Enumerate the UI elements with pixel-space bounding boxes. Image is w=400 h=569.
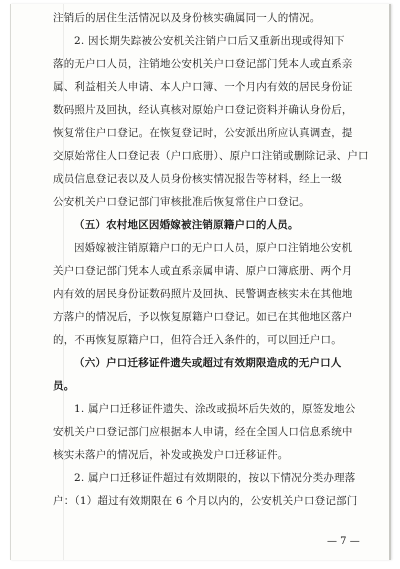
paragraph-line: 落的无户口人员，注销地公安机关户口登记部门凭本人或直系亲: [53, 58, 353, 70]
paragraph-line: 内有效的居民身份证数码照片及回执、民警调查核实未在其他地: [53, 288, 353, 300]
paragraph-line: 恢复常住户口登记。在恢复登记时，公安派出所应认真调查，提: [53, 127, 353, 139]
paragraph-line: 因婚嫁被注销原籍户口的无户口人员，原户口注销地公安机: [74, 242, 353, 254]
paragraph-line: 成员信息登记表以及人员身份核实情况报告等材料，经上一级: [53, 173, 342, 185]
document-page: [10, 4, 391, 560]
paragraph-line: 核实未落户的情况后，补发或换发户口迁移证件。: [53, 449, 289, 461]
paragraph-line: 交原始常住人口登记表（户口底册）、原户口注销或删除记录、户口: [53, 150, 369, 162]
paragraph-line: 2. 因长期失踪被公安机关注销户口后又重新出现或得知下: [74, 35, 345, 47]
paragraph-line: 公安机关户口登记部门审核批准后恢复常住户口登记。: [53, 196, 310, 208]
paragraph-line: 方落户的情况后，予以恢复原籍户口登记。如已在其他地区落户: [53, 311, 353, 323]
paragraph-line: 1. 属户口迁移证件遗失、涂改或损坏后失效的，原签发地公: [74, 403, 356, 415]
paragraph-line: 户：（1）超过有效期限在 6 个月以内的，公安机关户口登记部门: [53, 495, 358, 507]
paragraph-line: 2. 属户口迁移证件超过有效期限的，按以下情况分类办理落: [74, 472, 356, 484]
paragraph-line: 安机关户口登记部门应根据本人申请，经在全国人口信息系统中: [53, 426, 353, 438]
paragraph-line: 关户口登记部门凭本人或直系亲属申请、原户口簿底册、两个月: [53, 265, 353, 277]
paragraph-line: 属、利益相关人申请、本人户口簿、一个月内有效的居民身份证: [53, 81, 353, 93]
paragraph-line: 注销后的居住生活情况以及身份核实确属同一人的情况。: [53, 12, 321, 24]
paragraph-line: 数码照片及回执，经认真核对原始户口登记资料并确认身份后，: [53, 104, 353, 116]
page-number: — 7 —: [327, 536, 360, 547]
paragraph-line: 的，不再恢复原籍户口，但符合迁入条件的，可以回迁户口。: [53, 334, 342, 346]
section-heading: 员。: [53, 380, 75, 392]
section-heading: （六）户口迁移证件遗失或超过有效期限造成的无户口人: [74, 357, 342, 369]
section-heading: （五）农村地区因婚嫁被注销原籍户口的人员。: [74, 219, 299, 231]
